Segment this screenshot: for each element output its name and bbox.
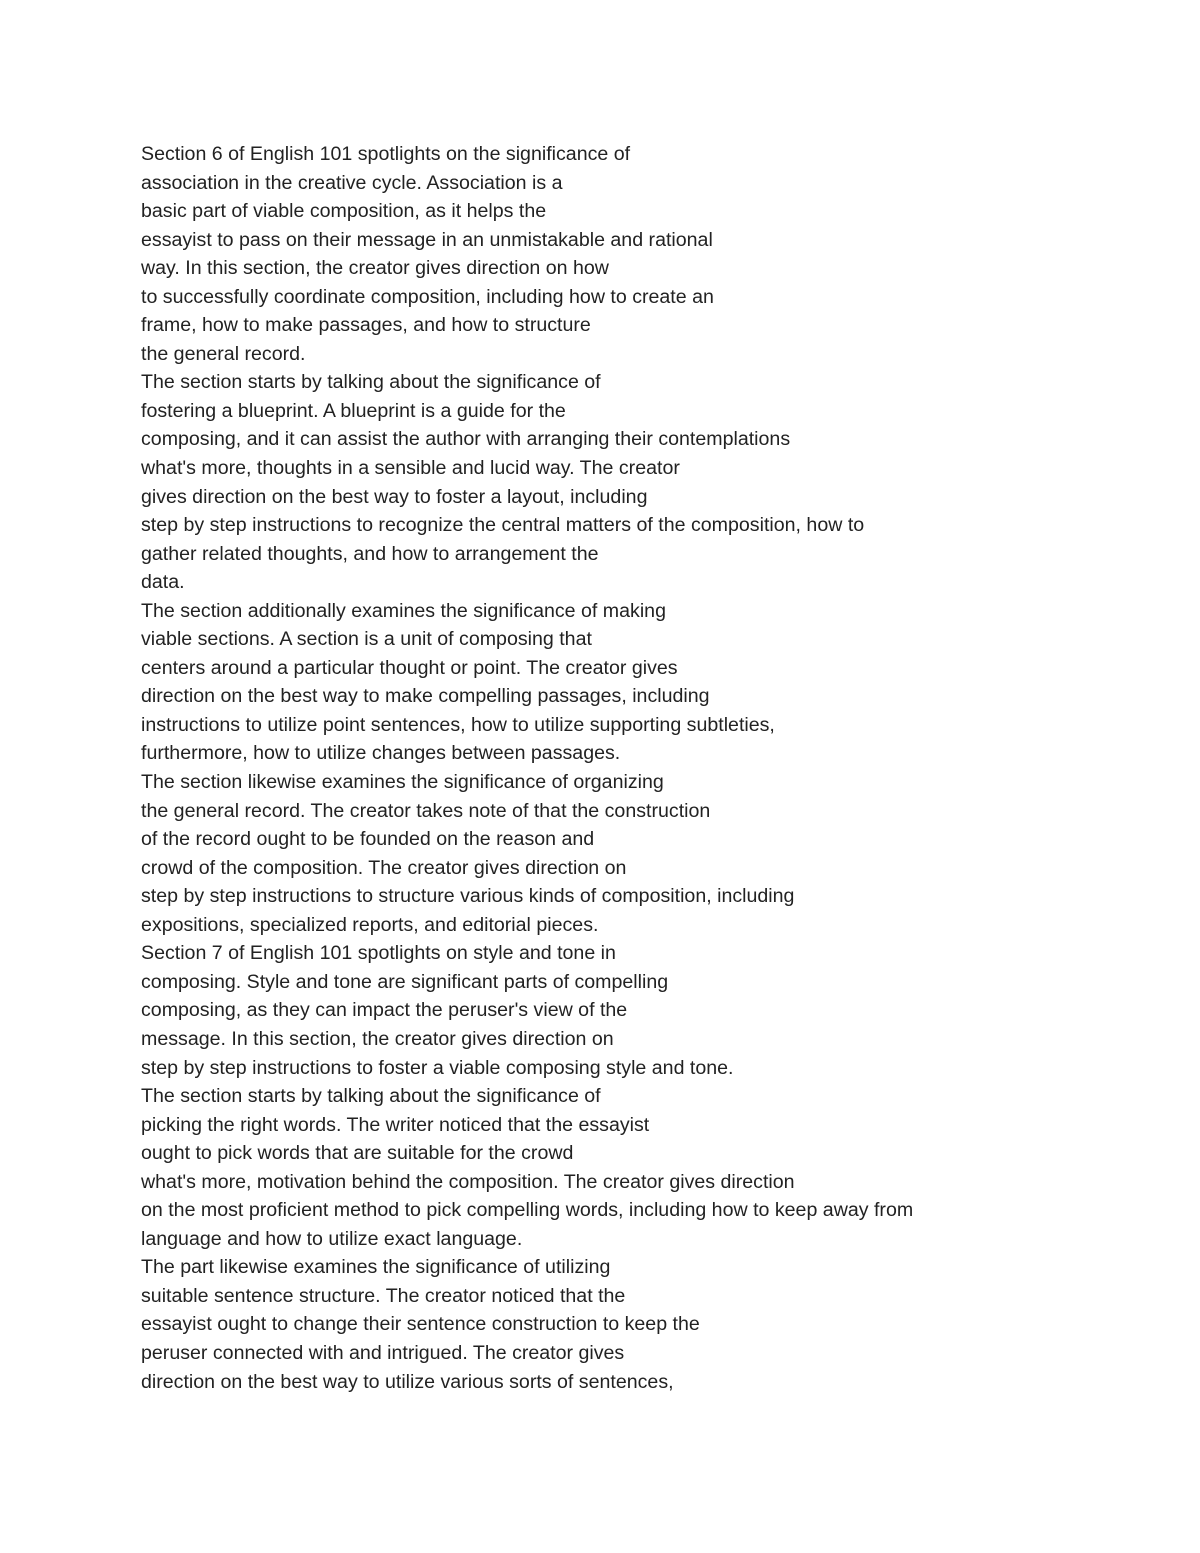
text-line: the general record. bbox=[141, 342, 306, 365]
text-line: composing, and it can assist the author with arranging their contemplations bbox=[141, 428, 791, 451]
text-line: data. bbox=[141, 571, 185, 594]
text-line: picking the right words. The writer noticed that the essayist bbox=[141, 1113, 650, 1136]
text-line: step by step instructions to recognize the central matters of the composition, how to bbox=[141, 514, 865, 537]
text-line: language and how to utilize exact language. bbox=[141, 1227, 523, 1250]
text-line: centers around a particular thought or point. The creator gives bbox=[141, 656, 678, 679]
text-line: association in the creative cycle. Association is a bbox=[141, 171, 563, 194]
text-line: essayist ought to change their sentence construction to keep the bbox=[141, 1313, 700, 1336]
text-line: step by step instructions to foster a viable composing style and tone. bbox=[141, 1056, 734, 1079]
text-line: Section 6 of English 101 spotlights on the significance of bbox=[141, 143, 631, 165]
text-line: Section 7 of English 101 spotlights on style and tone in bbox=[141, 942, 616, 965]
text-line: peruser connected with and intrigued. The creator gives bbox=[141, 1341, 625, 1364]
text-line: direction on the best way to make compelling passages, including bbox=[141, 685, 710, 708]
text-line: fostering a blueprint. A blueprint is a guide for the bbox=[141, 399, 566, 422]
text-line: of the record ought to be founded on the reason and bbox=[141, 828, 595, 851]
document-body-text bbox=[141, 140, 1141, 1396]
text-line: instructions to utilize point sentences, how to utilize supporting subtleties, bbox=[141, 713, 775, 736]
text-line: The section starts by talking about the significance of bbox=[141, 371, 601, 394]
text-line: crowd of the composition. The creator gives direction on bbox=[141, 856, 627, 879]
text-line: gives direction on the best way to foster a layout, including bbox=[141, 485, 648, 508]
text-line: furthermore, how to utilize changes between passages. bbox=[141, 742, 621, 765]
text-line: expositions, specialized reports, and editorial pieces. bbox=[141, 913, 599, 936]
text-line: to successfully coordinate composition, including how to create an bbox=[141, 285, 714, 308]
text-line: step by step instructions to structure various kinds of composition, including bbox=[141, 885, 795, 908]
text-line: message. In this section, the creator gives direction on bbox=[141, 1027, 614, 1050]
text-line: viable sections. A section is a unit of composing that bbox=[141, 628, 592, 651]
text-line: The section additionally examines the significance of making bbox=[141, 599, 666, 622]
text-line: essayist to pass on their message in an unmistakable and rational bbox=[141, 228, 713, 251]
text-line: ought to pick words that are suitable for the crowd bbox=[141, 1142, 574, 1165]
text-line: composing. Style and tone are significant parts of compelling bbox=[141, 970, 669, 993]
text-line: composing, as they can impact the peruser's view of the bbox=[141, 999, 628, 1022]
text-line: way. In this section, the creator gives direction on how bbox=[141, 257, 609, 280]
text-line: frame, how to make passages, and how to structure bbox=[141, 314, 591, 337]
text-line: The section starts by talking about the significance of bbox=[141, 1085, 601, 1108]
text-line: basic part of viable composition, as it helps the bbox=[141, 200, 547, 223]
text-line: The section likewise examines the significance of organizing bbox=[141, 771, 664, 794]
text-line: The part likewise examines the significance of utilizing bbox=[141, 1256, 611, 1279]
text-line: what's more, motivation behind the composition. The creator gives direction bbox=[141, 1170, 795, 1193]
text-line: the general record. The creator takes note of that the construction bbox=[141, 799, 711, 822]
text-line: what's more, thoughts in a sensible and lucid way. The creator bbox=[141, 457, 680, 480]
text-line: direction on the best way to utilize various sorts of sentences, bbox=[141, 1370, 674, 1393]
text-line: suitable sentence structure. The creator noticed that the bbox=[141, 1284, 626, 1307]
text-line: gather related thoughts, and how to arrangement the bbox=[141, 542, 599, 565]
text-line: on the most proficient method to pick compelling words, including how to keep away from bbox=[141, 1199, 914, 1222]
